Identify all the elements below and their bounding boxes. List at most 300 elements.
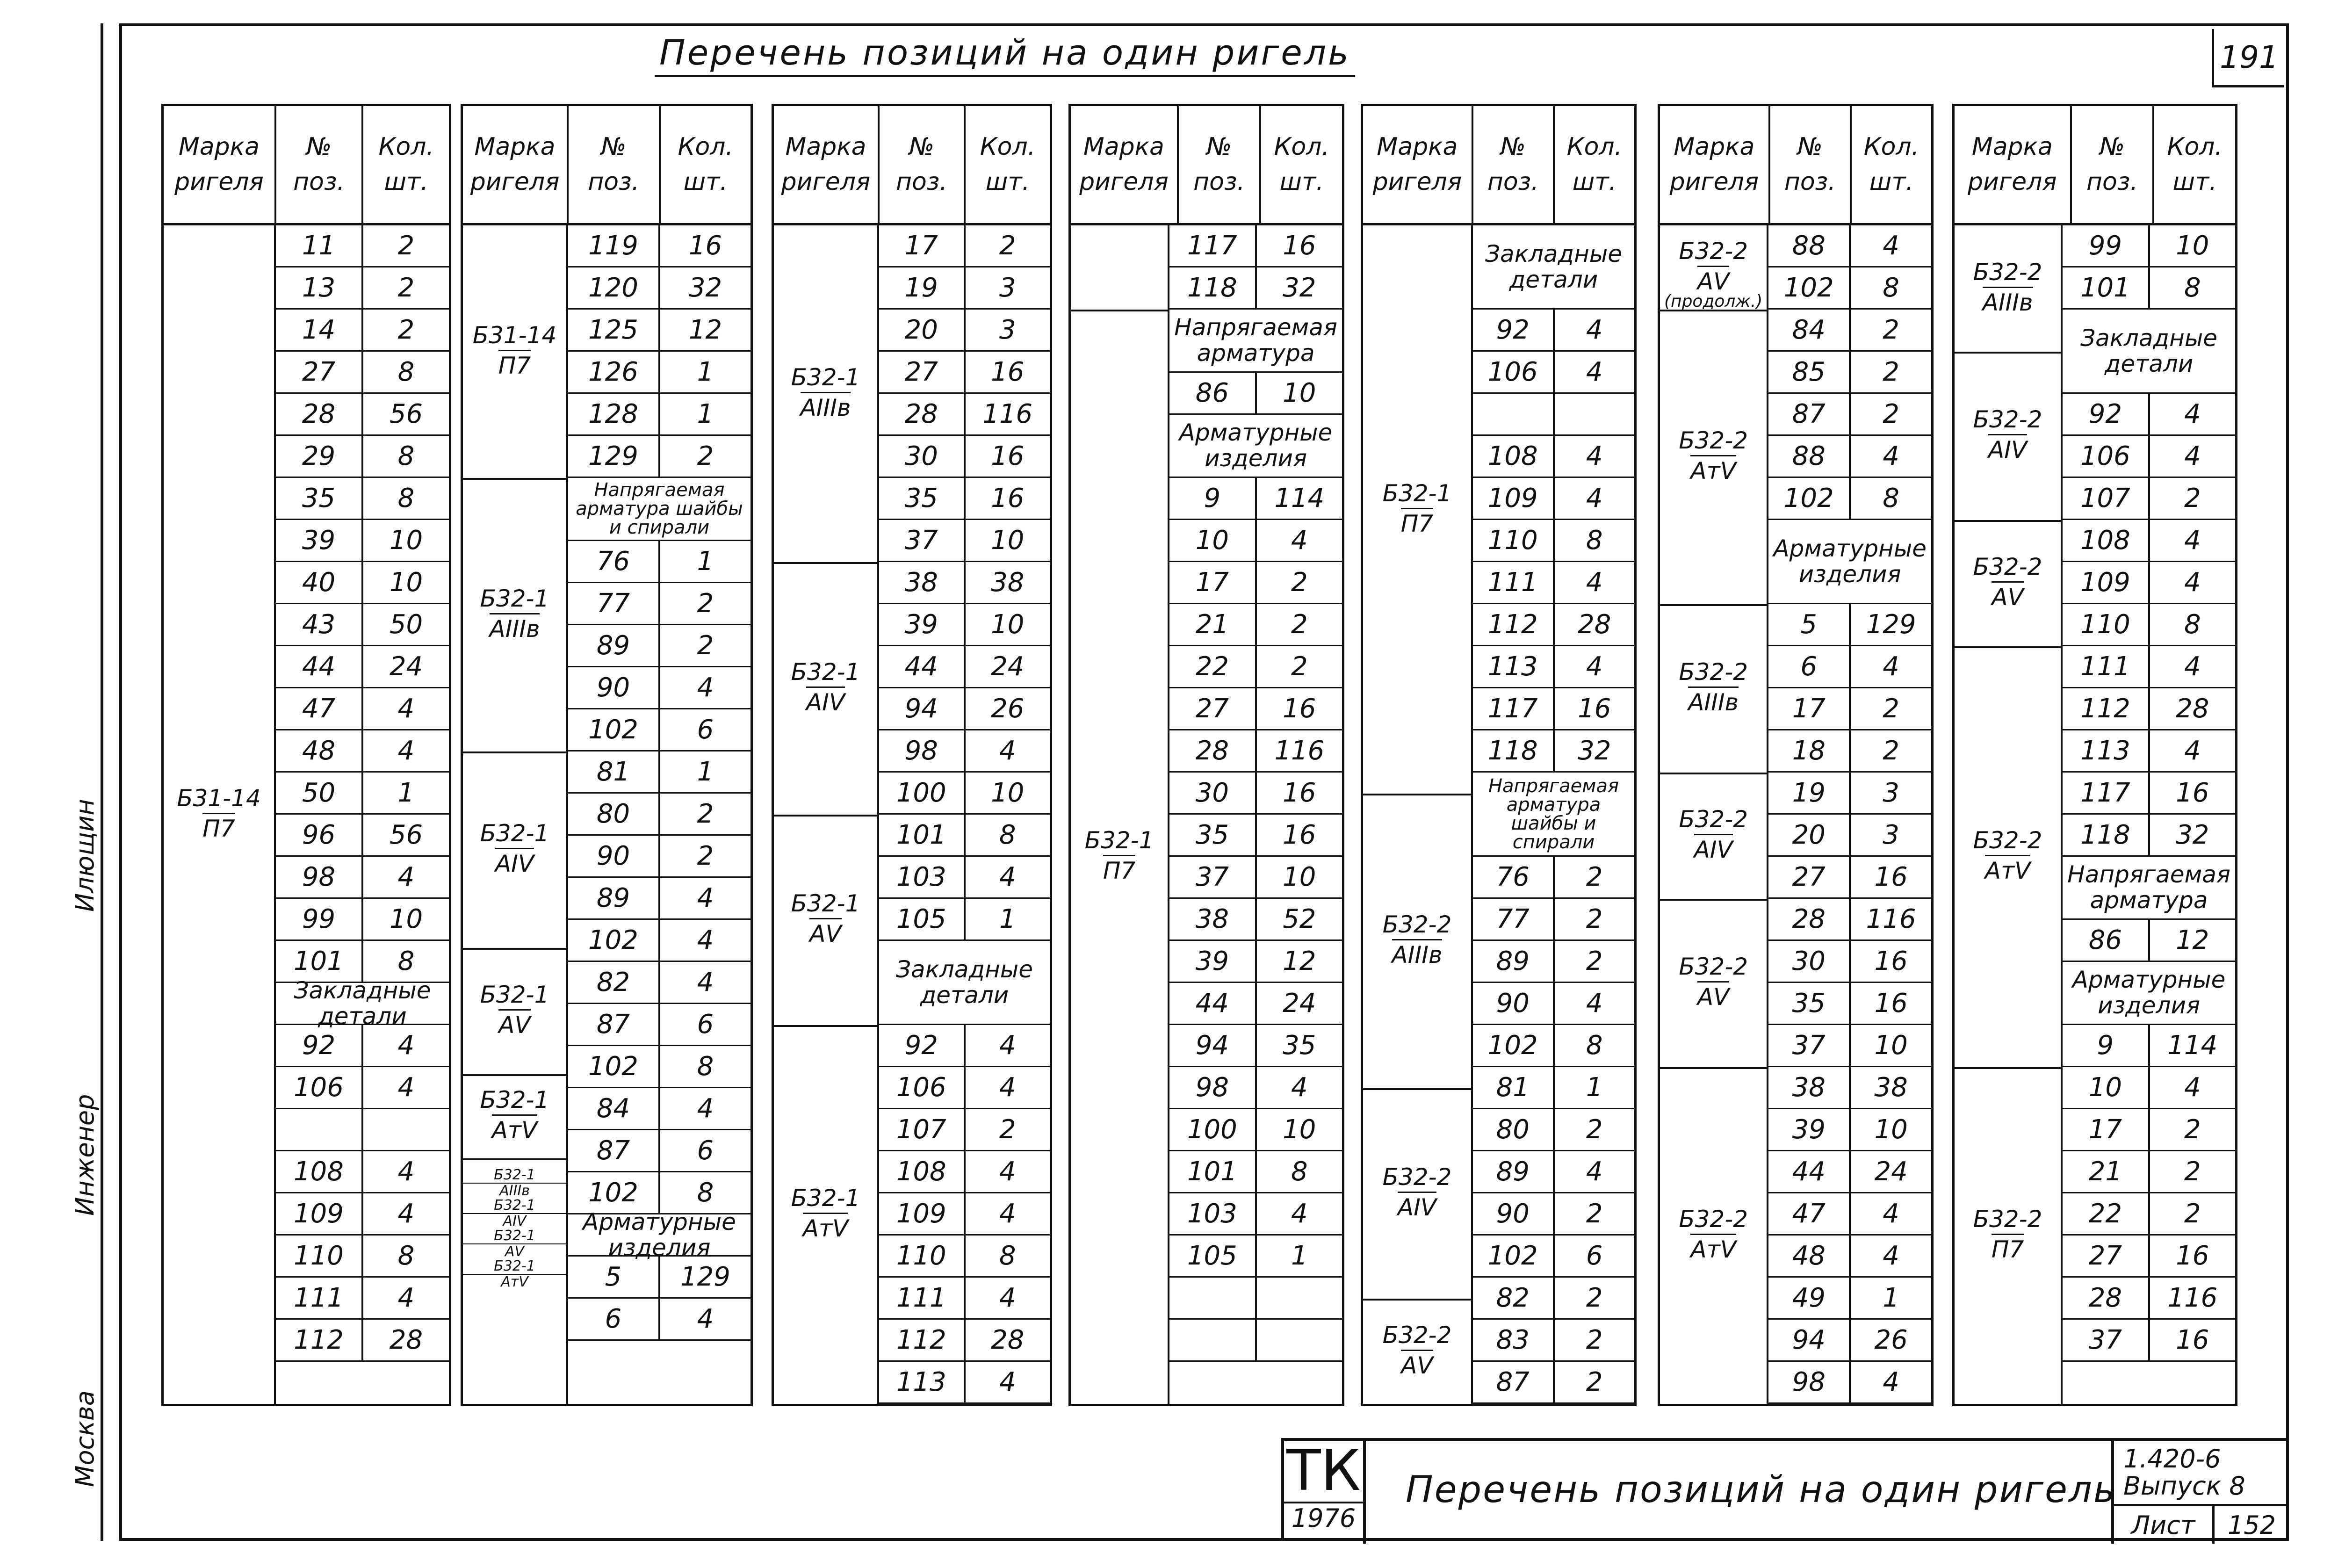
page-number: 191 — [2212, 29, 2284, 87]
position-quantity: 2 — [2184, 1114, 2201, 1145]
beam-mark — [1955, 408, 2061, 462]
table-row — [276, 730, 449, 773]
table-row — [879, 1362, 1050, 1404]
header-qty — [966, 106, 1050, 223]
position-number: 5 — [568, 1257, 660, 1297]
table-row — [879, 1025, 1050, 1067]
position-number: 118 — [1473, 730, 1555, 771]
position-quantity: 1 — [697, 757, 714, 787]
section-heading: Закладные детали — [879, 941, 1050, 1025]
table-row — [1768, 1193, 1931, 1236]
beam-mark — [774, 660, 877, 714]
beam-mark-name: Б32-2 — [1679, 1206, 1748, 1233]
beam-mark — [463, 1168, 566, 1289]
mark-group-divider — [1660, 1067, 1767, 1069]
mark-group-divider — [463, 751, 566, 753]
tk-label: ТК — [1286, 1438, 1361, 1503]
position-quantity: 4 — [2184, 399, 2201, 429]
position-number: 9 — [2063, 1025, 2150, 1066]
position-number — [1169, 1278, 1256, 1318]
position-number: 108 — [276, 1151, 363, 1192]
beam-mark-class: АV — [809, 918, 841, 946]
header-line: № — [1500, 132, 1526, 161]
table-row — [1169, 225, 1342, 267]
position-number: 109 — [879, 1193, 966, 1234]
position-number: 13 — [276, 267, 363, 308]
position-number: 102 — [1473, 1025, 1555, 1066]
position-quantity: 6 — [697, 715, 714, 745]
position-quantity: 8 — [1586, 525, 1603, 556]
beam-mark-class: АтV — [1690, 455, 1736, 483]
table-row — [1169, 899, 1342, 941]
position-number: 112 — [879, 1320, 966, 1360]
position-number: 102 — [1768, 478, 1851, 519]
table-body — [1660, 225, 1931, 1404]
beam-mark-class: П7 — [1992, 1234, 2024, 1261]
position-quantity: 12 — [1283, 946, 1316, 976]
header-qty — [2154, 106, 2235, 223]
position-number: 110 — [1473, 520, 1555, 561]
table-row — [2063, 920, 2235, 962]
position-quantity: 10 — [991, 609, 1025, 640]
header-line: Марка — [474, 132, 556, 161]
section-heading: Напрягаемая арматура — [1169, 310, 1342, 373]
table-row — [2063, 1067, 2235, 1109]
table-row — [1169, 562, 1342, 604]
beam-mark-name: Б32-2 — [1382, 911, 1452, 938]
table-row — [1473, 604, 1634, 646]
beam-mark-class: АIIIв — [1983, 287, 2033, 314]
position-number: 6 — [1768, 646, 1851, 687]
table-row — [1169, 1109, 1342, 1151]
position-quantity: 10 — [1283, 378, 1316, 408]
position-number: 20 — [1768, 815, 1851, 855]
table-row — [1768, 1067, 1931, 1109]
table-row — [276, 1193, 449, 1236]
position-number: 39 — [276, 520, 363, 561]
position-number: 92 — [879, 1025, 966, 1066]
position-number: 90 — [568, 836, 660, 876]
position-quantity: 4 — [1883, 1367, 1899, 1397]
table-row — [879, 520, 1050, 562]
header-line: шт. — [2172, 168, 2217, 196]
table-row — [1169, 1278, 1342, 1320]
position-number: 112 — [1473, 604, 1555, 645]
beam-mark-class: АV — [498, 1009, 530, 1037]
position-quantity: 2 — [1883, 694, 1899, 724]
position-number: 22 — [1169, 646, 1256, 687]
table-row — [1473, 394, 1634, 436]
table-row — [1473, 1278, 1634, 1320]
position-number: 28 — [1169, 730, 1256, 771]
tk-cell — [1284, 1438, 1366, 1544]
position-number: 47 — [276, 688, 363, 729]
beam-mark-name: Б32-1 — [791, 364, 860, 391]
table-row — [1768, 394, 1931, 436]
beam-mark-class: АIIIв — [1392, 939, 1443, 967]
table-row — [1169, 857, 1342, 899]
table-row — [1169, 1067, 1342, 1109]
position-table-3 — [772, 104, 1052, 1406]
position-quantity: 10 — [389, 525, 423, 556]
beam-mark-name: Б32-1 — [480, 1086, 549, 1113]
position-number: 30 — [1768, 941, 1851, 982]
position-quantity: 26 — [1874, 1325, 1908, 1355]
table-row — [1768, 646, 1931, 688]
beam-mark-class: АIV — [806, 686, 845, 714]
table-row — [879, 604, 1050, 646]
position-quantity: 4 — [697, 672, 714, 703]
position-quantity: 52 — [1283, 904, 1316, 934]
beam-mark-class: АIV — [1694, 834, 1733, 861]
table-row — [1473, 436, 1634, 478]
table-row — [276, 1025, 449, 1067]
header-line: поз. — [1487, 168, 1539, 196]
beam-mark-name: Б32-2 — [1382, 1163, 1452, 1191]
table-row — [276, 857, 449, 899]
position-quantity: 4 — [999, 1072, 1016, 1103]
beam-mark — [1660, 955, 1767, 1009]
position-number: 109 — [276, 1193, 363, 1234]
table-row — [276, 1109, 449, 1151]
position-number: 17 — [2063, 1109, 2150, 1150]
table-row — [1768, 773, 1931, 815]
position-quantity: 4 — [999, 1156, 1016, 1187]
position-quantity: 4 — [2184, 651, 2201, 682]
position-number: 10 — [2063, 1067, 2150, 1108]
position-quantity: 50 — [389, 609, 423, 640]
position-quantity: 4 — [1586, 567, 1603, 598]
header-mark — [1955, 106, 2072, 223]
beam-mark-class: АV — [1992, 581, 2023, 609]
beam-mark — [1660, 660, 1767, 714]
position-quantity: 3 — [1883, 778, 1899, 808]
table-row — [1169, 646, 1342, 688]
position-quantity: 1 — [1883, 1283, 1899, 1313]
position-number: 108 — [879, 1151, 966, 1192]
position-number: 89 — [568, 625, 660, 666]
position-number: 112 — [276, 1320, 363, 1360]
table-row — [568, 310, 750, 352]
position-quantity: 8 — [2184, 609, 2201, 640]
position-quantity: 2 — [697, 588, 714, 619]
table-row — [879, 646, 1050, 688]
position-number: 111 — [2063, 646, 2150, 687]
header-line: Кол. — [1274, 132, 1329, 161]
position-quantity: 28 — [991, 1325, 1025, 1355]
position-number: 103 — [879, 857, 966, 897]
table-row — [1473, 1320, 1634, 1362]
position-quantity: 8 — [397, 1241, 415, 1271]
position-number: 117 — [2063, 773, 2150, 813]
table-row — [1473, 941, 1634, 983]
position-number: 107 — [879, 1109, 966, 1150]
rows-column — [1768, 225, 1931, 1404]
mark-group-divider — [1660, 604, 1767, 606]
position-quantity: 4 — [2184, 441, 2201, 471]
table-row — [1768, 478, 1931, 520]
table-row — [2063, 1025, 2235, 1067]
header-qty — [1261, 106, 1342, 223]
position-quantity: 4 — [2184, 525, 2201, 556]
table-row — [276, 225, 449, 267]
header-num — [276, 106, 364, 223]
header-line: ригеля — [1968, 168, 2057, 196]
position-quantity: 1 — [999, 904, 1016, 934]
rows-column — [276, 225, 449, 1404]
position-number: 87 — [568, 1004, 660, 1045]
position-quantity: 2 — [1586, 862, 1603, 892]
header-mark — [164, 106, 276, 223]
position-number — [1169, 1320, 1256, 1360]
position-quantity: 4 — [1291, 525, 1308, 556]
sheet-label: Лист — [2114, 1506, 2215, 1544]
position-quantity: 10 — [389, 904, 423, 934]
position-quantity: 4 — [397, 1072, 415, 1103]
table-row — [1169, 688, 1342, 730]
header-num — [569, 106, 660, 223]
position-number: 111 — [276, 1278, 363, 1318]
position-number: 106 — [2063, 436, 2150, 477]
position-table-2 — [461, 104, 753, 1406]
section-heading: Закладные детали — [1473, 225, 1634, 310]
table-row — [1473, 1067, 1634, 1109]
position-quantity: 32 — [1578, 736, 1611, 766]
position-number: 77 — [568, 583, 660, 624]
header-num — [2072, 106, 2155, 223]
position-number: 101 — [1169, 1151, 1256, 1192]
position-quantity: 4 — [397, 736, 415, 766]
table-row — [568, 1046, 750, 1088]
table-row — [1768, 1362, 1931, 1404]
position-number: 113 — [1473, 646, 1555, 687]
mark-column — [1660, 225, 1768, 1404]
position-number: 10 — [1169, 520, 1256, 561]
beam-mark-name: Б32-1 — [791, 890, 860, 917]
position-quantity: 6 — [697, 1135, 714, 1166]
rows-column — [1473, 225, 1634, 1404]
position-number: 77 — [1473, 899, 1555, 939]
header-line: ригеля — [1372, 168, 1462, 196]
table-row — [879, 899, 1050, 941]
beam-mark — [774, 366, 877, 419]
position-number: 106 — [276, 1067, 363, 1108]
table-row — [1473, 1362, 1634, 1404]
position-number: 94 — [879, 688, 966, 729]
position-quantity: 4 — [999, 1030, 1016, 1061]
header-line: № — [1206, 132, 1232, 161]
position-quantity: 6 — [1586, 1241, 1603, 1271]
mark-group-divider — [463, 478, 566, 480]
beam-mark — [1955, 555, 2061, 609]
table-row — [1169, 1151, 1342, 1193]
position-quantity: 16 — [1283, 820, 1316, 850]
position-quantity: 2 — [999, 231, 1016, 261]
section-heading: Напрягаемая арматура шайбы и спирали — [1473, 773, 1634, 857]
position-quantity: 2 — [999, 1114, 1016, 1145]
table-row — [1768, 1278, 1931, 1320]
table-row — [1169, 373, 1342, 415]
table-row — [879, 1067, 1050, 1109]
beam-mark-name: Б32-2 — [1382, 1321, 1452, 1349]
table-header — [463, 106, 750, 225]
section-heading: Закладные детали — [276, 983, 449, 1025]
position-quantity: 2 — [397, 315, 415, 345]
position-quantity — [1257, 1278, 1342, 1318]
position-quantity: 16 — [991, 483, 1025, 513]
mark-column — [164, 225, 276, 1404]
table-row — [276, 773, 449, 815]
table-row — [2063, 773, 2235, 815]
position-quantity: 24 — [1283, 988, 1316, 1019]
position-number: 19 — [879, 267, 966, 308]
position-number: 28 — [2063, 1278, 2150, 1318]
position-number: 108 — [2063, 520, 2150, 561]
position-number: 102 — [1768, 267, 1851, 308]
stamp-year: 1976 — [1284, 1502, 1363, 1533]
section-heading: Закладные детали — [2063, 310, 2235, 394]
position-quantity: 10 — [1874, 1114, 1908, 1145]
beam-mark-name: Б32-2 — [1973, 259, 2042, 286]
beam-mark-name: Б32-2 — [1973, 553, 2042, 580]
position-table-5 — [1361, 104, 1637, 1406]
position-number: 17 — [1768, 688, 1851, 729]
position-quantity: 16 — [1874, 988, 1908, 1019]
position-number: 40 — [276, 562, 363, 603]
beam-mark — [1955, 1207, 2061, 1261]
binding-rule — [101, 23, 103, 1541]
position-quantity: 2 — [697, 841, 714, 871]
position-number: 118 — [2063, 815, 2150, 855]
table-row — [568, 667, 750, 709]
table-row — [1768, 983, 1931, 1025]
position-number: 106 — [1473, 352, 1555, 392]
mark-column — [774, 225, 879, 1404]
position-quantity: 24 — [991, 651, 1025, 682]
position-number: 102 — [1473, 1236, 1555, 1276]
position-number: 117 — [1169, 225, 1256, 266]
table-row — [2063, 267, 2235, 310]
table-header — [1363, 106, 1634, 225]
position-quantity: 116 — [1274, 736, 1325, 766]
position-quantity: 116 — [1866, 904, 1916, 934]
table-row — [1768, 941, 1931, 983]
position-quantity: 10 — [1283, 862, 1316, 892]
table-row — [568, 1004, 750, 1046]
position-number: 28 — [1768, 899, 1851, 939]
position-number: 48 — [1768, 1236, 1851, 1276]
position-quantity: 16 — [1578, 694, 1611, 724]
page-title: Перечень позиций на один ригель — [655, 33, 1355, 77]
rows-column — [568, 225, 750, 1404]
beam-mark-class: П7 — [1103, 855, 1135, 882]
header-line: Марка — [1971, 132, 2053, 161]
table-row — [1768, 1236, 1931, 1278]
table-row — [276, 1067, 449, 1109]
mark-group-divider — [1363, 794, 1471, 795]
position-quantity: 28 — [2176, 694, 2209, 724]
position-number: 110 — [879, 1236, 966, 1276]
position-quantity: 16 — [1874, 862, 1908, 892]
mark-group-divider — [1660, 773, 1767, 774]
position-number: 35 — [276, 478, 363, 519]
position-number: 35 — [879, 478, 966, 519]
position-quantity: 28 — [389, 1325, 423, 1355]
side-label-engineer: Инженер — [70, 1094, 100, 1216]
position-number: 44 — [879, 646, 966, 687]
table-row — [2063, 1109, 2235, 1151]
header-line: поз. — [1193, 168, 1245, 196]
position-quantity: 1 — [697, 399, 714, 429]
position-number: 109 — [2063, 562, 2150, 603]
mark-group-divider — [1071, 310, 1168, 311]
position-quantity: 10 — [2176, 231, 2209, 261]
position-quantity: 4 — [1291, 1072, 1308, 1103]
header-line: поз. — [1784, 168, 1836, 196]
table-row — [1768, 1151, 1931, 1193]
beam-mark-class: АIIIв — [801, 392, 851, 419]
position-quantity: 2 — [397, 231, 415, 261]
position-quantity: 8 — [1586, 1030, 1603, 1061]
position-quantity: 16 — [1283, 778, 1316, 808]
mark-group-divider — [1363, 1299, 1471, 1301]
position-number: 101 — [276, 941, 363, 982]
header-mark — [774, 106, 880, 223]
position-quantity: 10 — [991, 778, 1025, 808]
table-row — [1473, 646, 1634, 688]
header-mark — [1071, 106, 1179, 223]
position-quantity: 2 — [1883, 315, 1899, 345]
table-row — [568, 920, 750, 962]
table-row — [1473, 983, 1634, 1025]
position-quantity: 4 — [697, 1093, 714, 1124]
position-quantity: 4 — [697, 925, 714, 955]
position-number: 99 — [276, 899, 363, 939]
position-quantity: 2 — [1586, 904, 1603, 934]
table-row — [2063, 562, 2235, 604]
position-number: 99 — [2063, 225, 2150, 266]
table-row — [276, 478, 449, 520]
beam-mark-class: АIV — [1988, 434, 2027, 462]
position-number: 117 — [1473, 688, 1555, 729]
position-number: 83 — [1473, 1320, 1555, 1360]
position-quantity: 4 — [397, 1283, 415, 1313]
position-quantity: 4 — [697, 1304, 714, 1334]
position-number: 98 — [1169, 1067, 1256, 1108]
position-number: 9 — [1169, 478, 1256, 519]
table-header — [1660, 106, 1931, 225]
position-number: 19 — [1768, 773, 1851, 813]
position-quantity: 8 — [697, 1178, 714, 1208]
position-quantity: 8 — [397, 357, 415, 387]
position-number: 108 — [1473, 436, 1555, 477]
position-quantity: 2 — [697, 630, 714, 661]
position-number: 11 — [276, 225, 363, 266]
position-quantity: 4 — [397, 862, 415, 892]
beam-mark — [774, 892, 877, 946]
position-number: 37 — [2063, 1320, 2150, 1360]
table-row — [568, 1299, 750, 1341]
position-number: 102 — [568, 920, 660, 961]
table-row — [568, 394, 750, 436]
position-number: 128 — [568, 394, 660, 434]
table-row — [568, 709, 750, 751]
position-quantity: 16 — [2176, 778, 2209, 808]
position-number: 82 — [568, 962, 660, 1003]
section-heading: Арматурные изделия — [1768, 520, 1931, 604]
beam-mark-line: Б32-1 — [494, 1258, 535, 1274]
position-number: 106 — [879, 1067, 966, 1108]
